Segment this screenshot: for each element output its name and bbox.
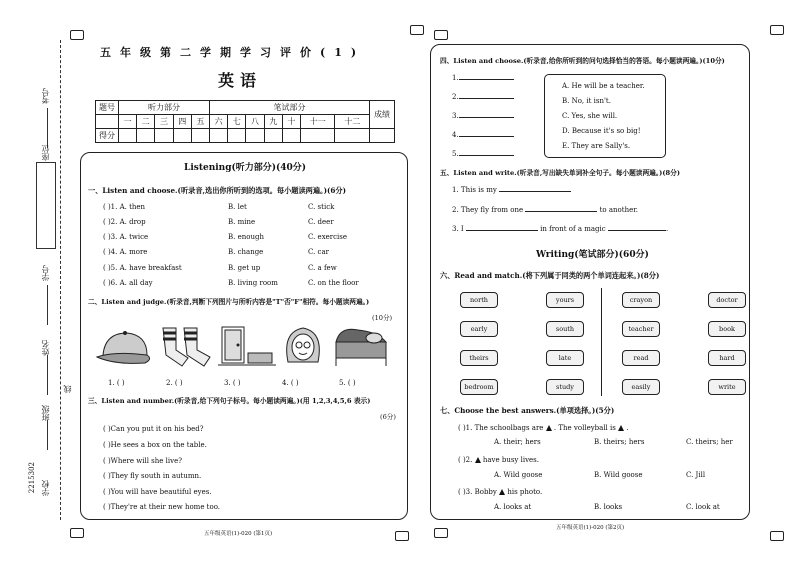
s6-divider (601, 288, 602, 396)
s3-sentence[interactable]: ( )They fly south in autumn. (103, 472, 202, 480)
word-card[interactable]: crayon (622, 292, 660, 308)
total-score-cell[interactable] (370, 129, 395, 143)
s1-item-c[interactable]: C. exercise (308, 233, 348, 241)
col-number: 十 (282, 115, 300, 129)
score-cell[interactable] (335, 129, 370, 143)
s1-item-c[interactable]: C. on the floor (308, 279, 359, 287)
word-card[interactable]: theirs (460, 350, 498, 366)
s4-blank-5[interactable]: 5. (452, 150, 514, 158)
section6-heading: 六、Read and match.(将下列属于同类的两个单词连起来。)(8分) (440, 271, 660, 280)
score-table (95, 100, 395, 143)
score-cell[interactable] (191, 129, 209, 143)
s7-q1-option-c[interactable]: C. theirs; her (686, 438, 733, 446)
score-row-label: 得分 (96, 129, 119, 143)
s4-option: A. He will be a teacher. (562, 82, 645, 90)
word-card[interactable]: teacher (622, 321, 660, 337)
s1-item-c[interactable]: C. car (308, 248, 329, 256)
writing-header: 笔试部分 (210, 101, 370, 115)
bedroom-door-picture (218, 323, 276, 371)
bed-picture (330, 322, 392, 372)
col-number: 七 (228, 115, 246, 129)
blank-triangle-icon (618, 425, 624, 431)
subject-title: 英语 (218, 71, 263, 90)
blank-triangle-icon (499, 489, 505, 495)
registration-mark (70, 528, 84, 538)
s1-item-a[interactable]: ( )5. A. have breakfast (103, 264, 182, 272)
s7-q2-option-b[interactable]: B. Wild goose (594, 471, 643, 479)
word-card[interactable]: read (622, 350, 660, 366)
s4-blank-1[interactable]: 1. (452, 74, 514, 82)
judge-answer-1[interactable]: 1. ( ) (108, 379, 125, 387)
exam-no-line (47, 108, 48, 148)
s1-item-a[interactable]: ( )1. A. then (103, 203, 146, 211)
row-label: 题号 (96, 101, 119, 115)
blank-triangle-icon (546, 425, 552, 431)
score-cell[interactable] (137, 129, 155, 143)
word-card[interactable]: late (546, 350, 584, 366)
s1-item-c[interactable]: C. deer (308, 218, 334, 226)
writing-title: Writing(笔试部分)(60分) (536, 250, 649, 260)
score-cell[interactable] (301, 129, 335, 143)
cap-picture (95, 325, 157, 370)
s1-item-a[interactable]: ( )3. A. twice (103, 233, 149, 241)
s5-sentence-2[interactable]: 2. They fly from one to another. (452, 206, 639, 214)
s1-item-c[interactable]: C. stick (308, 203, 335, 211)
s7-q3-option-c[interactable]: C. look at (686, 503, 720, 511)
col-number: 一 (119, 115, 137, 129)
name-label: 姓名 (41, 340, 50, 356)
col-number: 二 (137, 115, 155, 129)
s1-item-b[interactable]: B. let (228, 203, 247, 211)
word-card[interactable]: easily (622, 379, 660, 395)
exam-code: 2215302 (28, 462, 36, 494)
s4-option: B. No, it isn't. (562, 97, 611, 105)
s7-question-3[interactable]: ( )3. Bobby his photo. (458, 488, 543, 496)
registration-mark (410, 25, 424, 35)
page-header-title: 五年级第二学期学习评价(1) (100, 46, 366, 59)
school-label: 学校 (41, 480, 50, 496)
s4-blank-3[interactable]: 3. (452, 112, 514, 120)
col-number: 四 (173, 115, 191, 129)
col-number: 十一 (301, 115, 335, 129)
s3-sentence[interactable]: ( )Where will she live? (103, 457, 182, 465)
section1-heading: 一、Listen and choose.(听录音,选出你所听到的选项。每小题读两遍。)(6分) (88, 186, 346, 195)
seat-no-label: 座位 (41, 145, 50, 161)
word-card[interactable]: study (546, 379, 584, 395)
col-number: 五 (191, 115, 209, 129)
judge-answer-3[interactable]: 3. ( ) (224, 379, 241, 387)
section4-heading: 四、Listen and choose.(听录音,给你所听到的问句选择恰当的答语。每小题读两遍。)(10分) (440, 57, 725, 65)
s5-sentence-1[interactable]: 1. This is my (452, 186, 571, 194)
s1-item-b[interactable]: B. get up (228, 264, 261, 272)
s7-q1-option-b[interactable]: B. theirs; hers (594, 438, 645, 446)
listening-header: 听力部分 (119, 101, 210, 115)
score-cell[interactable] (155, 129, 173, 143)
s4-blank-4[interactable]: 4. (452, 131, 514, 139)
s3-sentence[interactable]: ( )He sees a box on the table. (103, 441, 207, 449)
page-footer-left: 五年级英语(1)-020 (第1页) (204, 531, 273, 537)
registration-mark (434, 30, 448, 40)
s5-sentence-3[interactable]: 3. I in front of a magic . (452, 225, 669, 233)
word-card[interactable]: south (546, 321, 584, 337)
s4-option: E. They are Sally's. (562, 142, 631, 150)
col-number: 九 (264, 115, 282, 129)
s7-q3-option-a[interactable]: A. looks at (494, 503, 532, 511)
s4-option: C. Yes, she will. (562, 112, 618, 120)
section5-heading: 五、Listen and write.(听录音,写出缺失单词补全句子。每小题读两遍。)(8分) (440, 169, 681, 177)
col-number: 三 (155, 115, 173, 129)
section2-score: (10分) (372, 314, 393, 322)
registration-mark (70, 30, 84, 40)
word-card[interactable]: bedroom (460, 379, 498, 395)
col-number: 十二 (335, 115, 370, 129)
word-card[interactable]: book (708, 321, 746, 337)
s4-blank-2[interactable]: 2. (452, 93, 514, 101)
section3-heading: 三、Listen and number.(听录音,给下列句子标号。每小题读两遍。)(用 1,2,3,4,5,6 表示) (88, 397, 371, 405)
registration-mark (770, 25, 784, 35)
s7-q1-option-a[interactable]: A. their; hers (494, 438, 541, 446)
judge-answer-5[interactable]: 5. ( ) (339, 379, 356, 387)
section7-heading: 七、Choose the best answers.(单项选择。)(5分) (440, 406, 615, 415)
score-cell[interactable] (173, 129, 191, 143)
page-footer-right: 五年级英语(1)-020 (第2页) (556, 525, 625, 531)
s1-item-b[interactable]: B. change (228, 248, 264, 256)
word-card[interactable]: doctor (708, 292, 746, 308)
s1-item-c[interactable]: C. a few (308, 264, 337, 272)
s7-q2-option-c[interactable]: C. Jill (686, 471, 706, 479)
word-card[interactable]: early (460, 321, 498, 337)
judge-answer-4[interactable]: 4. ( ) (282, 379, 299, 387)
seq-no-line (47, 285, 48, 325)
seat-number-grid[interactable] (36, 162, 56, 249)
section2-heading: 二、Listen and judge.(听录音,判断下列图片与所听内容是"T"否"F"相符。每小题读两遍。) (88, 298, 370, 306)
score-cell[interactable] (119, 129, 137, 143)
girl-picture (278, 322, 328, 372)
score-cell[interactable] (246, 129, 264, 143)
listening-title: Listening(听力部分)(40分) (184, 163, 307, 173)
word-card[interactable]: north (460, 292, 498, 308)
s7-q3-option-b[interactable]: B. looks (594, 503, 623, 511)
seq-no-label: 学号 (41, 265, 50, 281)
s3-sentence[interactable]: ( )They're at their new home too. (103, 503, 221, 511)
exam-no-label: 考号 (41, 88, 50, 104)
s1-item-b[interactable]: B. mine (228, 218, 256, 226)
judge-answer-2[interactable]: 2. ( ) (166, 379, 183, 387)
s4-option: D. Because it's so big! (562, 127, 641, 135)
registration-mark (770, 531, 784, 541)
s1-item-a[interactable]: ( )6. A. all day (103, 279, 153, 287)
s1-item-b[interactable]: B. enough (228, 233, 264, 241)
score-cell[interactable] (282, 129, 300, 143)
section3-score: (6分) (380, 413, 396, 421)
word-card[interactable]: yours (546, 292, 584, 308)
socks-picture (158, 325, 216, 370)
s3-sentence[interactable]: ( )You will have beautiful eyes. (103, 488, 212, 496)
class-line (47, 420, 48, 450)
word-card[interactable]: hard (708, 350, 746, 366)
score-cell[interactable] (210, 129, 228, 143)
class-label: 班级 (41, 405, 50, 421)
s7-question-1[interactable]: ( )1. The schoolbags are . The volleyball is . (458, 424, 629, 432)
s1-item-a[interactable]: ( )4. A. more (103, 248, 148, 256)
word-card[interactable]: write (708, 379, 746, 395)
name-line (47, 355, 48, 395)
registration-mark (395, 531, 409, 541)
col-number: 六 (210, 115, 228, 129)
score-cell[interactable] (264, 129, 282, 143)
s1-item-a[interactable]: ( )2. A. drop (103, 218, 146, 226)
s1-item-b[interactable]: B. living room (228, 279, 278, 287)
blank-triangle-icon (475, 457, 481, 463)
col-number: 八 (246, 115, 264, 129)
seal-line (60, 40, 61, 520)
registration-mark (434, 528, 448, 538)
s3-sentence[interactable]: ( )Can you put it on his bed? (103, 425, 204, 433)
seal-label: 线 (63, 385, 72, 393)
score-cell[interactable] (228, 129, 246, 143)
s7-question-2[interactable]: ( )2. have busy lives. (458, 456, 540, 464)
result-header: 成绩 (370, 101, 395, 129)
s7-q2-option-a[interactable]: A. Wild goose (494, 471, 543, 479)
